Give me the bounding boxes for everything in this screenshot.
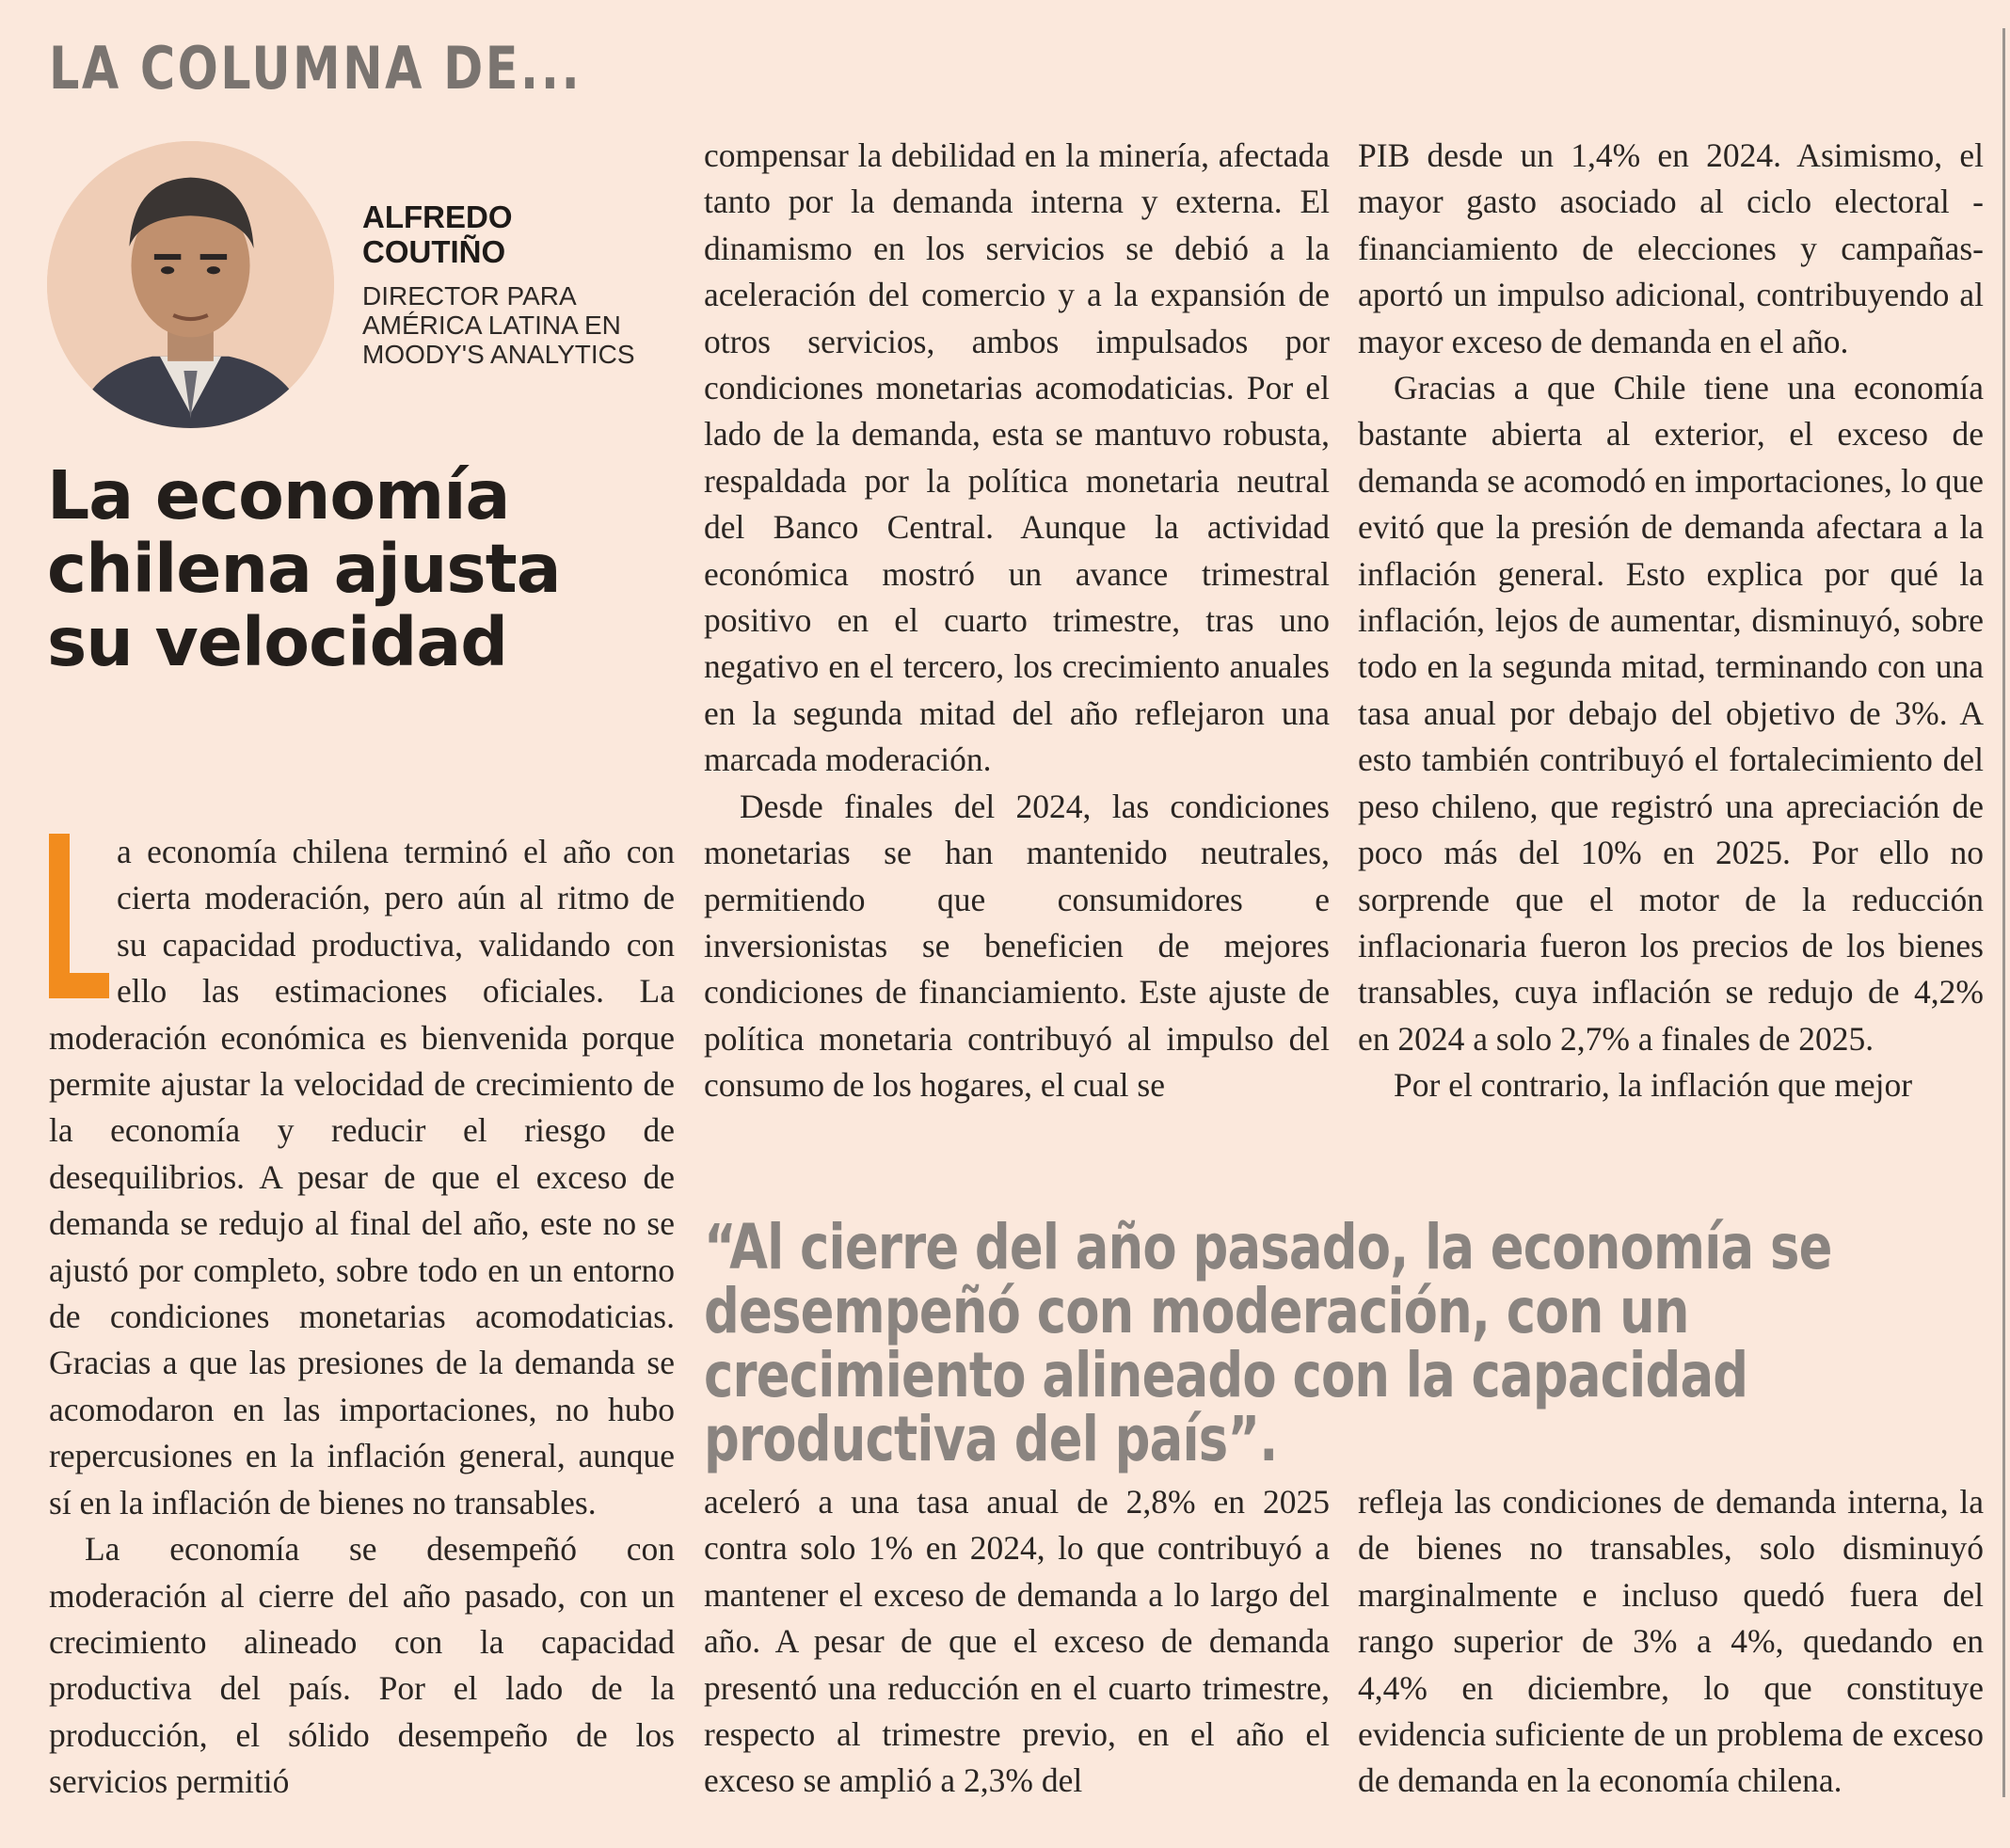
pull-quote: “Al cierre del año pasado, la economía se desempeñó con moderación, con un crecimiento alineado con la capacidad productiva del país”.	[704, 1211, 1832, 1475]
article-paragraph: Desde finales del 2024, las condiciones monetarias se han mantenido neutrales, permitiendo que consumidores e inversionistas se beneficien de mejores condiciones de financiamiento. Este ajuste de política monetaria contribuyó al impulso del consumo de los hogares, el cual se	[704, 787, 1330, 1105]
article-paragraph: Por el contrario, la inflación que mejor	[1394, 1066, 1913, 1105]
author-role: DIRECTOR PARA AMÉRICA LATINA EN MOODY'S ANALYTICS	[362, 281, 635, 369]
article-paragraph: compensar la debilidad en la minería, afectada tanto por la demanda interna y externa. El dinamismo en los servicios se debió a la aceleración del comercio y a la expansión de otros servicios, ambos impulsados por condiciones monetarias acomodaticias. Por el lado de la demanda, esta se mantuvo robusta, respaldada por la política monetaria neutral del Banco Central. Aunque la actividad económica mostró un avance trimestral positivo en el cuarto trimestre, tras uno negativo en el tercero, los crecimiento anuales en la segunda mitad del año reflejaron una marcada moderación.	[704, 136, 1330, 779]
article-column-middle-top	[704, 133, 1330, 1109]
article-column-right-top	[1358, 133, 1984, 1109]
article-paragraph: a economía chilena terminó el año con cierta moderación, pero aún al ritmo de su capacidad productiva, validando con ello las estimaciones oficiales. La moderación económica es bienvenida porque permite ajustar la velocidad de crecimiento de la economía y reducir el riesgo de desequilibrios. A pesar de que el exceso de demanda se redujo al final del año, este no se ajustó por completo, sobre todo en un entorno de condiciones monetarias acomodaticias. Gracias a que las presiones de la demanda se acomodaron en las importaciones, no hubo repercusiones en la inflación general, aunque sí en la inflación de bienes no transables.	[49, 833, 675, 1521]
article-paragraph: La economía se desempeñó con moderación al cierre del año pasado, con un crecimiento alineado con la capacidad productiva del país. Por el lado de la producción, el sólido desempeño de los servicios permitió	[49, 1530, 675, 1801]
author-photo	[47, 141, 334, 428]
author-name: ALFREDO COUTIÑO	[362, 199, 513, 269]
author-portrait-icon	[47, 141, 334, 428]
article-paragraph: aceleró a una tasa anual de 2,8% en 2025 contra solo 1% en 2024, lo que contribuyó a mantener el exceso de demanda a lo largo del año. A pesar de que el exceso de demanda presentó una reducción en el cuarto trimestre, respecto al trimestre previo, en el año el exceso se amplió a 2,3% del	[704, 1483, 1330, 1800]
article-paragraph: Gracias a que Chile tiene una economía bastante abierta al exterior, el exceso de demanda se acomodó en importaciones, lo que evitó que la presión de demanda afectara a la inflación general. Esto explica por qué la inflación, lejos de aumentar, disminuyó, sobre todo en la segunda mitad, terminando con una tasa anual por debajo del objetivo de 3%. A esto también contribuyó el fortalecimiento del peso chileno, que registró una apreciación de poco más del 10% en 2025. Por ello no sorprende que el motor de la reducción inflacionaria fueron los precios de los bienes transables, cuya inflación se redujo de 4,2% en 2024 a solo 2,7% a finales de 2025.	[1358, 369, 1984, 1058]
article-column-left	[49, 829, 675, 1806]
article-column-right-bottom	[1358, 1479, 1984, 1805]
page-right-rule	[2002, 28, 2005, 1797]
dropcap	[49, 834, 109, 998]
article-column-middle-bottom	[704, 1479, 1330, 1805]
article-headline: La economía chilena ajusta su velocidad	[47, 456, 561, 681]
article-paragraph: refleja las condiciones de demanda interna, la de bienes no transables, solo disminuyó marginalmente e incluso quedó fuera del rango superior de 3% a 4%, quedando en 4,4% en diciembre, lo que constituye evidencia suficiente de un problema de exceso de demanda en la economía chilena.	[1358, 1483, 1984, 1800]
section-heading: LA COLUMNA DE...	[49, 34, 582, 103]
article-paragraph: PIB desde un 1,4% en 2024. Asimismo, el mayor gasto asociado al ciclo electoral -financiamiento de elecciones y campañas- aportó un impulso adicional, contribuyendo al mayor exceso de demanda en el año.	[1358, 136, 1984, 360]
